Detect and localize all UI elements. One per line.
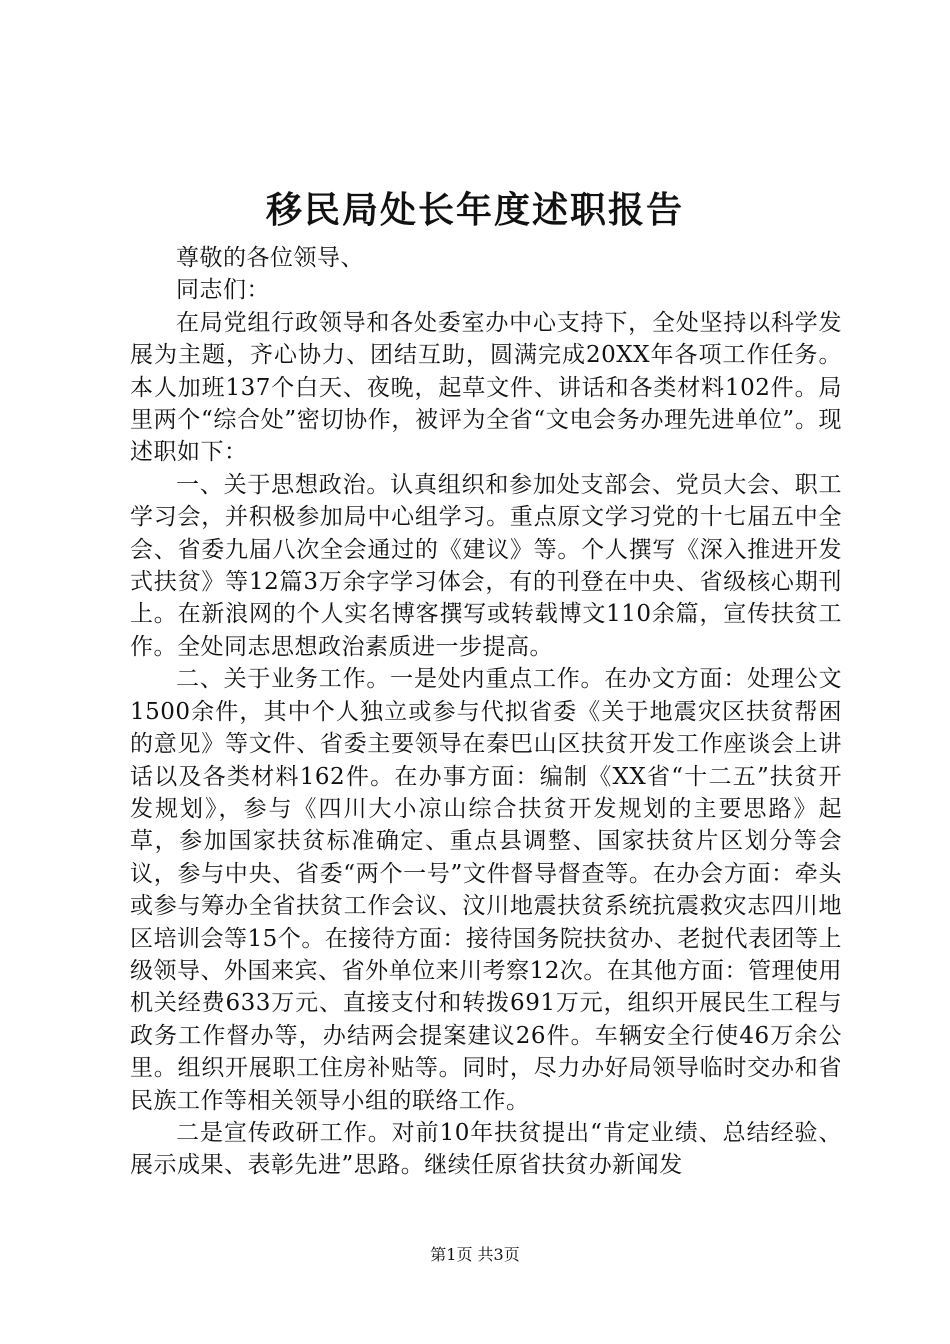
section-publicity-paragraph: 二是宣传政研工作。对前10年扶贫提出“肯定业绩、总结经验、展示成果、表彰先进”思路。继续任原省扶贫办新闻发 bbox=[130, 1119, 842, 1179]
document-body bbox=[130, 242, 842, 1182]
section-ideology-paragraph: 一、关于思想政治。认真组织和参加处支部会、党员大会、职工学习会，并积极参加局中心组学习。重点原文学习党的十七届五中全会、省委九届八次全会通过的《建议》等。个人撰写《深入推进开发式扶贫》等12篇3万余字学习体会，有的刊登在中央、省级核心期刊上。在新浪网的个人实名博客撰写或转载博文110余篇，宣传扶贫工作。全处同志思想政治素质进一步提高。 bbox=[130, 471, 842, 660]
document-title: 移民局处长年度述职报告 bbox=[265, 189, 684, 231]
page-footer: 第1页 共3页 bbox=[430, 1245, 520, 1264]
salutation-line-1: 尊敬的各位领导、 bbox=[176, 245, 364, 271]
salutation-line-2: 同志们： bbox=[176, 277, 270, 304]
intro-paragraph: 在局党组行政领导和各处委室办中心支持下，全处坚持以科学发展为主题，齐心协力、团结互助，圆满完成20XX年各项工作任务。本人加班137个白天、夜晚，起草文件、讲话和各类材料102件。局里两个“综合处”密切协作，被评为全省“文电会务办理先进单位”。现述职如下： bbox=[130, 309, 842, 466]
section-business-paragraph: 二、关于业务工作。一是处内重点工作。在办文方面：处理公文1500余件，其中个人独立或参与代拟省委《关于地震灾区扶贫帮困的意见》等文件、省委主要领导在秦巴山区扶贫开发工作座谈会上讲话以及各类材料162件。在办事方面：编制《XX省“十二五”扶贫开发规划》，参与《四川大小凉山综合扶贫开发规划的主要思路》起草，参加国家扶贫标准确定、重点县调整、国家扶贫片区划分等会议，参与中央、省委“两个一号”文件督导督查等。在办会方面：牵头或参与筹办全省扶贫工作会议、汶川地震扶贫系统抗震救灾志四川地区培训会等15个。在接待方面：接待国务院扶贫办、老挝代表团等上级领导、外国来宾、省外单位来川考察12次。在其他方面：管理使用机关经费633万元、直接支付和转拨691万元，组织开展民生工程与政务工作督办等，办结两会提案建议26件。车辆安全行使46万余公里。组织开展职工住房补贴等。同时，尽力办好局领导临时交办和省民族工作等相关领导小组的联络工作。 bbox=[130, 666, 842, 1114]
